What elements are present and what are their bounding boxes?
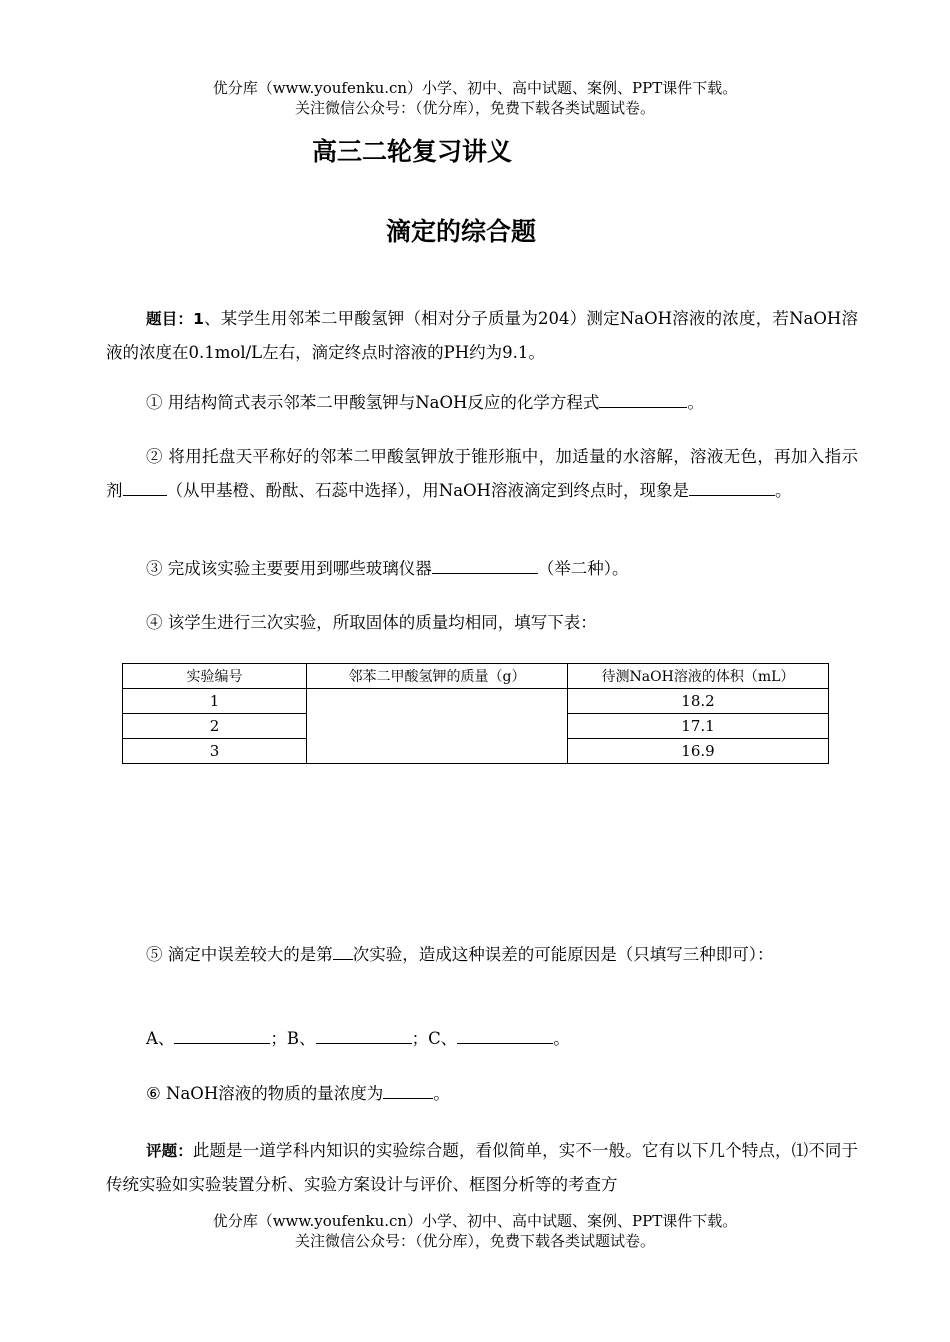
cell-volume: 16.9 xyxy=(568,739,829,764)
experiment-table xyxy=(122,663,829,764)
cell-mass-blank[interactable] xyxy=(307,689,568,764)
document-subtitle: 滴定的综合题 xyxy=(386,217,537,246)
sub-question-4-text: ④ 该学生进行三次实验，所取固体的质量均相同，填写下表： xyxy=(146,613,597,632)
sub-question-1-end: 。 xyxy=(687,393,704,412)
sub-question-2 xyxy=(106,440,858,508)
question-label: 题目：1 xyxy=(146,310,204,328)
table-header-mass: 邻苯二甲酸氢钾的质量（g） xyxy=(307,664,568,689)
header-line-2: 关注微信公众号：（优分库），免费下载各类试题试卷。 xyxy=(294,99,655,117)
sub-question-3-end: （举二种）。 xyxy=(537,559,629,578)
answer-blank-1[interactable] xyxy=(599,389,687,408)
sub-question-2-text-b: （从甲基橙、酚酞、石蕊中选择），用NaOH溶液滴定到终点时，现象是 xyxy=(166,481,689,500)
cell-number: 3 xyxy=(123,739,307,764)
options-end: 。 xyxy=(553,1029,570,1048)
comment-paragraph xyxy=(106,1134,858,1202)
cell-number: 2 xyxy=(123,714,307,739)
sub-question-5-text-a: ⑤ 滴定中误差较大的是第 xyxy=(146,945,333,964)
sub-question-5 xyxy=(106,938,858,972)
answer-blank-2a[interactable] xyxy=(123,477,167,496)
answer-blank-5[interactable] xyxy=(333,941,353,960)
sub-question-3 xyxy=(106,552,858,586)
comment-label: 评题： xyxy=(146,1142,193,1160)
answer-blank-6[interactable] xyxy=(383,1080,433,1099)
answer-blank-a[interactable] xyxy=(174,1025,270,1044)
question-intro xyxy=(106,302,858,370)
sub-question-6-end: 。 xyxy=(433,1084,450,1103)
cell-volume: 18.2 xyxy=(568,689,829,714)
footer-line-1: 优分库（www.youfenku.cn）小学、初中、高中试题、案例、PPT课件下载。 xyxy=(212,1212,738,1230)
table-row xyxy=(123,689,829,714)
sub-question-6 xyxy=(106,1077,858,1111)
header-line-1: 优分库（www.youfenku.cn）小学、初中、高中试题、案例、PPT课件下载。 xyxy=(212,79,738,97)
table-header-row xyxy=(123,664,829,689)
sub-question-1-text: ① 用结构简式表示邻苯二甲酸氢钾与NaOH反应的化学方程式 xyxy=(146,393,600,412)
answer-blank-b[interactable] xyxy=(316,1025,412,1044)
document-title: 高三二轮复习讲义 xyxy=(312,137,513,166)
sub-question-4 xyxy=(106,606,858,640)
sub-question-2-text-a: ② 将用托盘天平称好的邻苯二甲酸氢钾放于锥形瓶中，加适量的水溶解，溶液无色，再加入指示剂 xyxy=(106,447,858,500)
answer-blank-3[interactable] xyxy=(432,555,538,574)
answer-blank-2b[interactable] xyxy=(689,477,775,496)
option-b-label: ；B、 xyxy=(270,1029,316,1048)
option-a-label: A、 xyxy=(146,1029,175,1048)
table-header-number: 实验编号 xyxy=(123,664,307,689)
cell-number: 1 xyxy=(123,689,307,714)
sub-question-2-end: 。 xyxy=(774,481,792,500)
answer-blank-c[interactable] xyxy=(457,1025,553,1044)
answer-options xyxy=(106,1022,858,1056)
option-c-label: ；C、 xyxy=(411,1029,458,1048)
sub-question-1 xyxy=(106,386,858,420)
cell-volume: 17.1 xyxy=(568,714,829,739)
sub-question-6-text: ⑥ NaOH溶液的物质的量浓度为 xyxy=(146,1084,384,1103)
footer-line-2: 关注微信公众号：（优分库），免费下载各类试题试卷。 xyxy=(294,1232,655,1250)
question-intro-text: 、某学生用邻苯二甲酸氢钾（相对分子质量为204）测定NaOH溶液的浓度，若NaOH溶液的浓度在0.1mol/L左右，滴定终点时溶液的PH约为9.1。 xyxy=(106,309,858,362)
sub-question-3-text: ③ 完成该实验主要要用到哪些玻璃仪器 xyxy=(146,559,432,578)
sub-question-5-text-b: 次实验，造成这种误差的可能原因是（只填写三种即可）： xyxy=(352,945,774,964)
comment-text: 此题是一道学科内知识的实验综合题，看似简单，实不一般。它有以下几个特点，⑴不同于传统实验如实验装置分析、实验方案设计与评价、框图分析等的考查方 xyxy=(106,1141,858,1194)
table-header-volume: 待测NaOH溶液的体积（mL） xyxy=(568,664,829,689)
